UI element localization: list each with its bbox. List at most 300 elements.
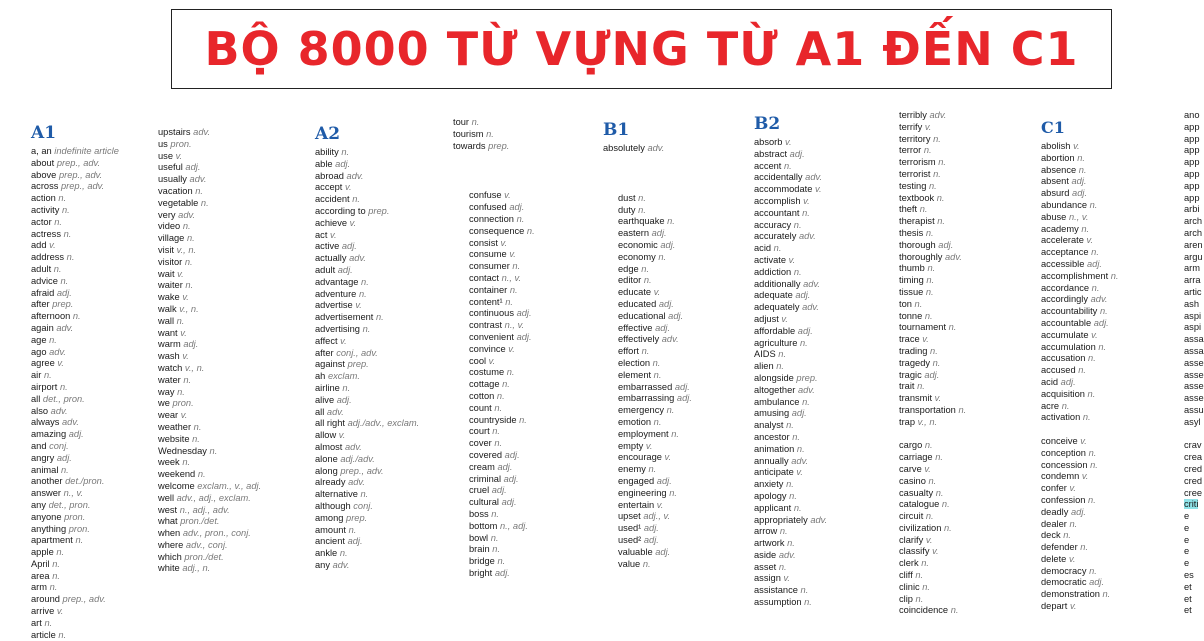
title-banner [171, 9, 1112, 89]
headword: territory [899, 133, 931, 144]
vocab-entry [1041, 436, 1119, 448]
headword: adequately [754, 302, 800, 313]
vocab-entry [1184, 463, 1203, 476]
headword: acceptance [1041, 247, 1089, 258]
vocab-entry [754, 444, 827, 456]
vocab-entry [1184, 145, 1200, 157]
headword: achieve [315, 217, 348, 228]
part-of-speech: adj. [503, 473, 519, 484]
vocab-entry [158, 257, 261, 269]
part-of-speech: adv. [803, 278, 821, 289]
vocab-entry [754, 302, 827, 314]
part-of-speech: n. [56, 547, 65, 558]
headword: and [31, 440, 47, 451]
headword: arrow [754, 526, 778, 537]
headword: accumulate [1041, 329, 1089, 340]
headword: accomplish [754, 195, 801, 206]
headword: bridge [469, 556, 495, 567]
vocab-entry [1041, 471, 1119, 483]
headword: asyl [1184, 416, 1201, 427]
headword: brain [469, 544, 490, 555]
part-of-speech: n. [1089, 199, 1098, 210]
headword: terrify [899, 121, 923, 132]
vocab-entry [31, 335, 119, 347]
headword: walk [158, 303, 177, 314]
part-of-speech: v. [645, 440, 653, 451]
headword: educate [618, 287, 652, 298]
headword: academy [1041, 223, 1079, 234]
vocab-entry [1184, 523, 1200, 535]
part-of-speech: n. [361, 276, 369, 287]
part-of-speech: v. [783, 573, 791, 584]
part-of-speech: n. [653, 416, 662, 427]
headword: animation [754, 443, 795, 454]
vocab-entry [1041, 389, 1119, 401]
headword: cruel [469, 485, 490, 496]
vocab-entry [469, 438, 535, 450]
part-of-speech: n. [787, 538, 795, 549]
vocab-entry [899, 499, 966, 511]
vocab-entry [31, 524, 119, 536]
vocab-entry [31, 465, 119, 477]
headword: adult [315, 264, 336, 275]
vocab-entry [1041, 271, 1119, 283]
vocab-entry [315, 489, 419, 501]
headword: address [31, 252, 65, 263]
vocab-entry [618, 559, 692, 571]
part-of-speech: v. [57, 358, 64, 369]
headword: court [469, 426, 490, 437]
headword: democratic [1041, 577, 1087, 588]
headword: above [31, 169, 57, 180]
headword: convenient [469, 331, 514, 342]
vocab-entry [1184, 334, 1204, 346]
vocab-entry [1041, 318, 1119, 330]
part-of-speech: n. [921, 558, 929, 569]
headword: abolish [1041, 141, 1071, 151]
vocab-entry [1041, 519, 1119, 531]
part-of-speech: adj. [791, 408, 807, 419]
headword: engaged [618, 475, 655, 486]
part-of-speech: n. [1091, 282, 1100, 293]
column-a1 [31, 123, 119, 641]
part-of-speech: v. [175, 150, 183, 161]
vocab-entry [158, 162, 261, 174]
word-list [754, 137, 827, 609]
part-of-speech: adj. [336, 394, 352, 405]
part-of-speech: n. [929, 180, 937, 191]
word-list-bottom [899, 440, 966, 617]
headword: accommodate [754, 184, 813, 195]
part-of-speech: adj. [668, 310, 684, 321]
vocab-entry [315, 300, 419, 312]
headword: ancestor [754, 431, 790, 442]
vocab-entry [158, 398, 261, 410]
part-of-speech: n. [184, 256, 193, 267]
part-of-speech: v. [664, 452, 672, 463]
vocab-entry [899, 216, 966, 228]
headword: economic [618, 239, 658, 250]
vocab-entry [315, 182, 419, 194]
column-b2 [754, 114, 827, 609]
vocab-entry [1041, 247, 1119, 259]
headword: absence [1041, 164, 1077, 175]
vocab-entry [899, 405, 966, 417]
vocab-entry [899, 511, 966, 523]
vocab-entry [899, 145, 966, 157]
vocab-entry [899, 346, 966, 358]
headword: accident [315, 194, 350, 205]
part-of-speech: n. [1069, 518, 1078, 529]
headword: enemy [618, 464, 646, 475]
headword: argu [1184, 251, 1203, 262]
headword: eastern [618, 228, 650, 239]
headword: abroad [315, 170, 344, 181]
vocab-entry [754, 137, 827, 149]
part-of-speech: v. [803, 195, 810, 206]
headword: e [1184, 522, 1190, 533]
headword: art [31, 617, 42, 628]
vocab-entry [1184, 381, 1204, 393]
headword: advertise [315, 300, 353, 311]
part-of-speech: n. [1077, 152, 1085, 163]
part-of-speech: adj. [516, 308, 532, 319]
vocab-entry [899, 169, 966, 181]
part-of-speech: adj. [1060, 376, 1076, 387]
headword: demonstration [1041, 589, 1100, 600]
part-of-speech: n. [778, 561, 787, 572]
vocab-entry [1184, 345, 1204, 358]
vocab-entry [158, 316, 261, 328]
level-heading-c1: C1 [1041, 118, 1065, 137]
part-of-speech: v., n. [184, 362, 205, 373]
vocab-entry [618, 511, 692, 523]
headword: absolutely [603, 143, 645, 153]
vocab-entry [315, 265, 419, 277]
part-of-speech: adj. [676, 393, 692, 404]
vocab-entry [1184, 181, 1200, 193]
part-of-speech: v. [653, 287, 661, 298]
headword: according to [315, 205, 366, 216]
vocab-entry [1184, 558, 1200, 570]
part-of-speech: v. [932, 546, 939, 557]
part-of-speech: n. [924, 440, 933, 451]
vocab-entry [315, 548, 419, 560]
headword: abstract [754, 148, 788, 159]
part-of-speech: n. [486, 128, 494, 139]
part-of-speech: n., adj. [500, 520, 528, 531]
part-of-speech: n. [58, 629, 67, 640]
vocab-entry [618, 476, 692, 488]
vocab-entry [618, 346, 692, 358]
part-of-speech: adj. [504, 449, 520, 460]
headword: confer [1041, 483, 1067, 494]
vocab-entry [158, 481, 261, 493]
part-of-speech: n. [642, 558, 651, 569]
column-a2-continued [453, 117, 535, 580]
part-of-speech: n. [360, 489, 369, 500]
vocab-entry [899, 393, 966, 405]
vocab-entry [469, 226, 535, 238]
headword: cree [1184, 487, 1203, 498]
page-title: BỘ 8000 TỪ VỰNG TỪ A1 ĐẾN C1 [204, 22, 1079, 76]
vocab-entry [899, 546, 966, 558]
part-of-speech: n. [342, 382, 351, 393]
headword: absorb [754, 137, 783, 147]
part-of-speech: det., pron. [48, 499, 91, 510]
part-of-speech: n. [497, 556, 506, 567]
part-of-speech: n. [671, 428, 679, 439]
part-of-speech: n. [922, 581, 931, 592]
headword: towards [453, 140, 486, 151]
part-of-speech: n., adj., adv. [179, 504, 230, 515]
headword: carve [899, 463, 922, 474]
part-of-speech: adj. [655, 546, 671, 557]
part-of-speech: det./pron. [65, 476, 105, 487]
part-of-speech: adv., pron., conj. [182, 528, 251, 539]
part-of-speech: pron. [68, 523, 90, 534]
vocab-entry [469, 214, 535, 226]
vocab-entry [453, 117, 535, 129]
vocab-entry [618, 535, 692, 547]
part-of-speech: adj. [337, 264, 353, 275]
vocab-entry [618, 193, 692, 205]
headword: accordance [1041, 282, 1090, 293]
headword: anyone [31, 511, 62, 522]
headword: alien [754, 361, 774, 372]
headword: engineering [618, 487, 667, 498]
headword: another [31, 476, 63, 487]
vocab-entry [899, 287, 966, 299]
vocab-entry [1041, 507, 1119, 519]
headword: asset [754, 561, 777, 572]
vocab-entry [1041, 200, 1119, 212]
word-list-top [453, 117, 535, 152]
part-of-speech: v. [1080, 435, 1087, 446]
headword: asse [1184, 393, 1204, 404]
vocab-entry [158, 540, 261, 552]
vocab-entry [1041, 448, 1119, 460]
word-list [31, 146, 119, 641]
vocab-entry [315, 407, 419, 419]
part-of-speech: adj. [643, 523, 659, 534]
vocab-entry [899, 263, 966, 275]
word-list-bottom [1184, 440, 1203, 617]
part-of-speech: n. [471, 117, 480, 127]
vocab-entry [315, 147, 419, 159]
part-of-speech: n. [193, 421, 202, 432]
vocab-entry [1184, 417, 1200, 429]
vocab-entry [158, 304, 261, 316]
level-heading-b2: B2 [754, 114, 781, 134]
headword: around [31, 594, 60, 605]
part-of-speech: n. [60, 464, 69, 475]
vocab-entry [31, 417, 119, 429]
headword: embarrassing [618, 393, 675, 404]
vocab-entry [618, 264, 692, 276]
vocab-entry [618, 358, 692, 370]
headword: dealer [1041, 518, 1067, 529]
vocab-entry [315, 418, 419, 430]
headword: tournament [899, 322, 947, 333]
headword: criti [1184, 499, 1199, 510]
part-of-speech: n. [44, 617, 53, 628]
vocab-entry [618, 523, 692, 535]
headword: editor [618, 275, 642, 286]
vocab-entry [158, 233, 261, 245]
part-of-speech: v. [349, 217, 357, 228]
vocab-entry [469, 367, 535, 379]
vocab-entry [618, 429, 692, 441]
vocab-entry [158, 387, 261, 399]
part-of-speech: n. [638, 192, 646, 203]
headword: cream [469, 461, 495, 472]
headword: aside [754, 549, 777, 560]
part-of-speech: adj. [68, 429, 84, 440]
headword: usually [158, 174, 187, 185]
part-of-speech: adj. [183, 339, 199, 350]
headword: want [158, 327, 178, 338]
vocab-entry [31, 429, 119, 441]
vocab-entry [899, 157, 966, 169]
level-heading-a2: A2 [315, 124, 341, 144]
vocab-entry [31, 370, 119, 382]
headword: app [1184, 133, 1200, 144]
part-of-speech: n. [950, 605, 959, 616]
part-of-speech: n. [506, 367, 515, 378]
part-of-speech: pron. [64, 511, 86, 522]
headword: economy [618, 251, 656, 262]
part-of-speech: n. [496, 390, 505, 401]
vocab-entry [1041, 153, 1119, 165]
vocab-entry [618, 205, 692, 217]
vocab-entry [469, 202, 535, 214]
headword: abortion [1041, 152, 1075, 163]
part-of-speech: adj. [660, 239, 676, 250]
part-of-speech: v. [180, 410, 188, 421]
headword: trading [899, 345, 928, 356]
part-of-speech: v. [924, 463, 931, 474]
vocab-entry [754, 220, 827, 232]
part-of-speech: v. [49, 240, 56, 251]
headword: waiter [158, 280, 183, 291]
vocab-entry [31, 559, 119, 571]
part-of-speech: n. [1078, 164, 1087, 175]
part-of-speech: adv. [798, 231, 816, 242]
headword: textbook [899, 192, 935, 203]
headword: all [31, 393, 41, 404]
vocab-entry [31, 618, 119, 630]
part-of-speech: n. [62, 204, 70, 215]
part-of-speech: adj. [655, 322, 671, 333]
vocab-entry [469, 332, 535, 344]
headword: ankle [315, 548, 338, 559]
part-of-speech: adv. [802, 302, 819, 313]
part-of-speech: n. [800, 337, 808, 348]
vocab-entry [469, 249, 535, 261]
vocab-entry [754, 515, 827, 527]
part-of-speech: n. [494, 402, 503, 413]
vocab-entry [754, 267, 827, 279]
vocab-entry [31, 170, 119, 182]
vocab-entry [754, 408, 827, 420]
vocab-entry [31, 582, 119, 594]
vocab-entry [754, 432, 827, 444]
part-of-speech: adv. [778, 549, 796, 560]
part-of-speech: adj. [643, 534, 659, 545]
vocab-entry [1041, 483, 1119, 495]
vocab-entry [899, 381, 966, 393]
part-of-speech: n. [182, 221, 191, 232]
headword: embarrassed [618, 381, 673, 392]
vocab-entry [754, 349, 827, 361]
headword: trait [899, 381, 915, 392]
headword: transportation [899, 404, 956, 415]
headword: accurately [754, 231, 797, 242]
vocab-entry [158, 505, 261, 517]
headword: tragedy [899, 357, 931, 368]
headword: boss [469, 508, 489, 519]
part-of-speech: n. [773, 243, 782, 254]
part-of-speech: n. [72, 311, 81, 322]
headword: coincidence [899, 605, 949, 616]
vocab-entry [469, 344, 535, 356]
part-of-speech: adj. [347, 536, 363, 547]
part-of-speech: n., v. [1068, 211, 1089, 222]
vocab-entry [1184, 227, 1203, 240]
headword: clarify [899, 534, 924, 545]
headword: contrast [469, 320, 503, 331]
part-of-speech: exclam. [327, 371, 360, 382]
vocab-entry [1041, 460, 1119, 472]
part-of-speech: n. [183, 374, 192, 385]
part-of-speech: v. [509, 249, 516, 260]
headword: visit [158, 244, 175, 255]
part-of-speech: n. [1098, 341, 1107, 352]
vocab-entry [899, 193, 966, 205]
part-of-speech: v. [1081, 471, 1089, 482]
vocab-entry [1041, 577, 1119, 589]
headword: assa [1184, 334, 1204, 345]
headword: thorough [899, 239, 936, 250]
headword: asse [1184, 357, 1204, 368]
word-list [618, 193, 692, 571]
part-of-speech: n. [643, 275, 652, 286]
headword: acquisition [1041, 388, 1085, 399]
part-of-speech: n. [526, 225, 535, 236]
part-of-speech: n. [1110, 270, 1119, 281]
headword: cred [1184, 475, 1203, 486]
headword: accept [315, 182, 343, 193]
vocab-entry [618, 299, 692, 311]
part-of-speech: n. [793, 502, 802, 513]
headword: alternative [315, 489, 358, 500]
vocab-entry [315, 241, 419, 253]
part-of-speech: n. [923, 145, 932, 156]
headword: April [31, 558, 50, 569]
vocab-entry [618, 452, 692, 464]
vocab-entry [1184, 546, 1200, 558]
part-of-speech: v. [925, 534, 933, 545]
headword: cred [1184, 463, 1203, 474]
headword: additionally [754, 278, 801, 289]
headword: visitor [158, 256, 183, 267]
headword: age [31, 334, 47, 345]
vocab-entry [899, 535, 966, 547]
headword: wear [158, 410, 179, 421]
part-of-speech: adv. [929, 110, 947, 120]
headword: consequence [469, 225, 525, 236]
